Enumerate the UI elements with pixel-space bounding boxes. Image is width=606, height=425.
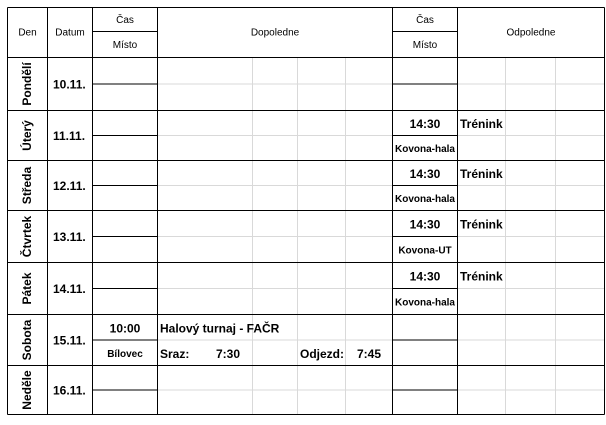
afternoon-event: Trénink [460, 117, 503, 131]
afternoon-event: Trénink [460, 217, 503, 232]
day-name: Čtvrtek [20, 215, 34, 258]
afternoon-place: Kovona-UT [398, 245, 452, 257]
header-place-am: Místo [112, 40, 138, 51]
day-date: 12.11. [53, 179, 86, 193]
day-rows [19, 62, 503, 410]
day-date: 16.11. [53, 383, 86, 398]
day-name: Pátek [20, 272, 34, 305]
day-row [20, 62, 86, 106]
day-name: Neděle [20, 370, 34, 410]
day-name: Úterý [20, 120, 34, 151]
day-date: 14.11. [53, 282, 86, 296]
afternoon-place: Kovona-hala [394, 144, 456, 155]
header-time-pm: Čas [416, 15, 434, 26]
header-day: Den [18, 27, 37, 39]
meet-time: 7:30 [216, 346, 241, 361]
afternoon-event: Trénink [460, 167, 503, 181]
meet-label: Sraz: [160, 346, 190, 361]
day-date: 11.11. [53, 129, 86, 143]
afternoon-time: 14:30 [409, 217, 441, 232]
afternoon-event: Trénink [460, 269, 503, 284]
header-morning: Dopoledne [250, 27, 300, 39]
day-name: Sobota [20, 319, 34, 361]
afternoon-time: 14:30 [409, 167, 441, 181]
depart-time: 7:45 [357, 346, 382, 361]
day-date: 15.11. [53, 333, 86, 348]
afternoon-time: 14:30 [409, 117, 441, 131]
header-date: Datum [55, 27, 85, 39]
afternoon-place: Kovona-hala [394, 297, 456, 309]
day-name: Pondělí [20, 62, 34, 106]
afternoon-place: Kovona-hala [394, 194, 456, 205]
header-place-pm: Místo [412, 40, 438, 51]
morning-time: 10:00 [109, 321, 141, 336]
depart-label: Odjezd: [300, 346, 344, 361]
afternoon-time: 14:30 [409, 269, 441, 284]
header-time-am: Čas [116, 15, 134, 26]
morning-place: Bílovec [107, 348, 143, 360]
day-date: 10.11. [53, 77, 86, 92]
morning-event: Halový turnaj - FAČR [160, 321, 280, 336]
day-row [20, 370, 86, 410]
day-date: 13.11. [53, 230, 86, 244]
day-name: Středa [20, 166, 34, 205]
sheet-gridlines [158, 58, 605, 415]
header-afternoon: Odpoledne [506, 27, 556, 39]
